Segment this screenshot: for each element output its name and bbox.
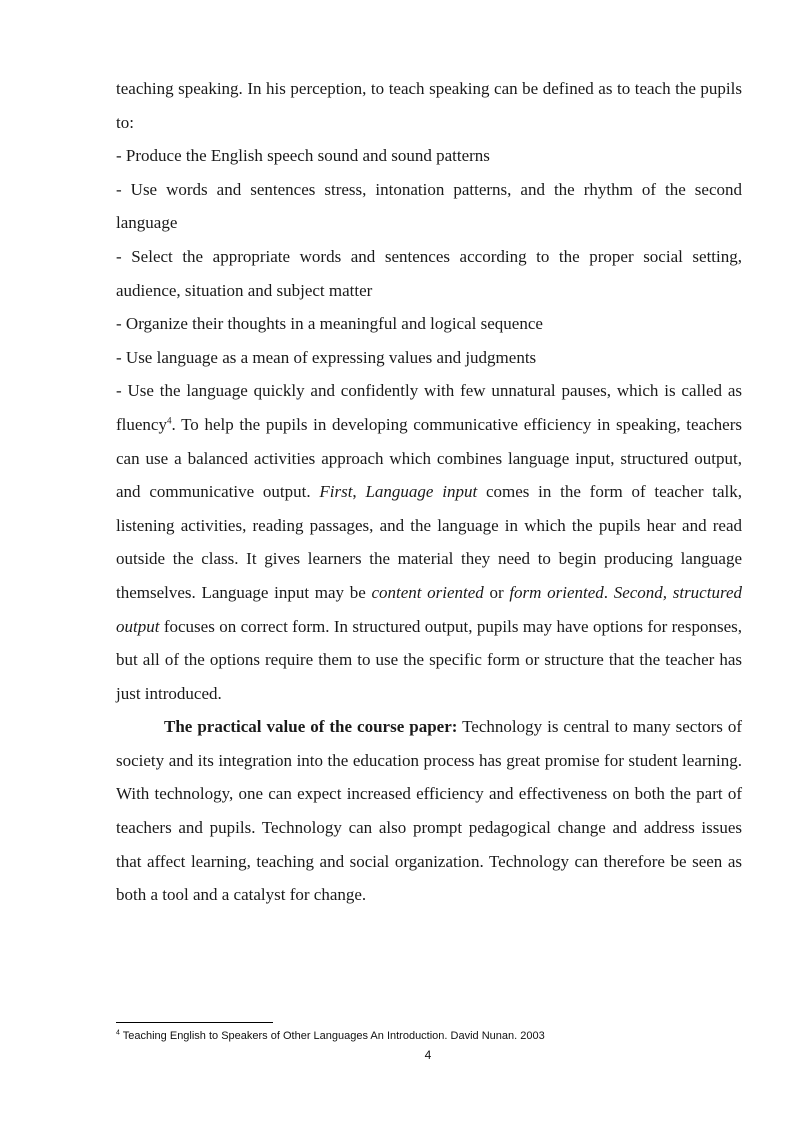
list-item-text: - Select the appropriate words and sentences according to the proper social setting, audience, situation and subject matter — [116, 246, 742, 300]
list-item-text: - Use language as a mean of expressing values and judgments — [116, 347, 537, 367]
period-text: . — [603, 582, 614, 602]
list-item-text: - Organize their thoughts in a meaningful and logical sequence — [116, 314, 543, 334]
practical-value-text: Technology is central to many sectors of society and its integration into the education process has great promise for student learning. With technology, one can expect increased efficiency and effectiveness on both the part of teachers and pupils. Technology can also prompt pedagogical change and address issues that affect learning, teaching and social organization. Technology can therefore be seen as both a tool and a catalyst for change. — [116, 717, 742, 905]
fluency-paragraph — [116, 374, 742, 710]
intro-text: teaching speaking. In his perception, to teach speaking can be defined as to teach the pupils to: — [116, 79, 742, 132]
fluency-text-cont: . To help the pupils in developing communicative efficiency in speaking, teachers can use a balanced activities approach which combines language input, structured output, and communicative output. — [116, 414, 742, 502]
footnote-text: Teaching English to Speakers of Other Languages An Introduction. David Nunan. 2003 — [119, 1030, 545, 1042]
footnote-divider — [116, 1022, 273, 1023]
language-input-emphasis: Language input — [365, 482, 478, 502]
language-input-text: comes in the form of teacher talk, listening activities, reading passages, and the language in which the pupils hear and read outside the class. It gives learners the material they need to begin producing language themselves. Language input may be — [116, 482, 743, 602]
footnote — [116, 1030, 545, 1042]
list-item — [116, 341, 742, 375]
footnote-number: 4 — [116, 1029, 120, 1037]
practical-value-heading: The practical value of the course paper: — [164, 717, 458, 737]
separator-text: , — [352, 482, 366, 502]
page-number: 4 — [424, 1048, 432, 1062]
practical-value-paragraph — [116, 710, 742, 912]
or-text: or — [483, 582, 510, 602]
document-body — [116, 72, 742, 912]
list-item — [116, 173, 742, 240]
list-item — [116, 240, 742, 307]
list-item-text: - Produce the English speech sound and sound patterns — [116, 146, 490, 166]
fluency-text: - Use the language quickly and confidently with few unnatural pauses, which is called as fluency — [116, 381, 742, 434]
first-emphasis: First — [319, 482, 353, 502]
footnote-reference[interactable]: 4 — [166, 415, 172, 426]
form-oriented-emphasis: form oriented — [509, 582, 604, 602]
list-item — [116, 307, 742, 341]
structured-output-text: focuses on correct form. In structured output, pupils may have options for responses, but all of the options require them to use the specific form or structure that the teacher has just introduced. — [116, 616, 742, 703]
structured-output-emphasis: Second, structured output — [116, 582, 742, 636]
intro-paragraph — [116, 72, 742, 139]
list-item — [116, 139, 742, 173]
list-item-text: - Use words and sentences stress, intonation patterns, and the rhythm of the second language — [116, 179, 742, 233]
content-oriented-emphasis: content oriented — [371, 582, 484, 602]
